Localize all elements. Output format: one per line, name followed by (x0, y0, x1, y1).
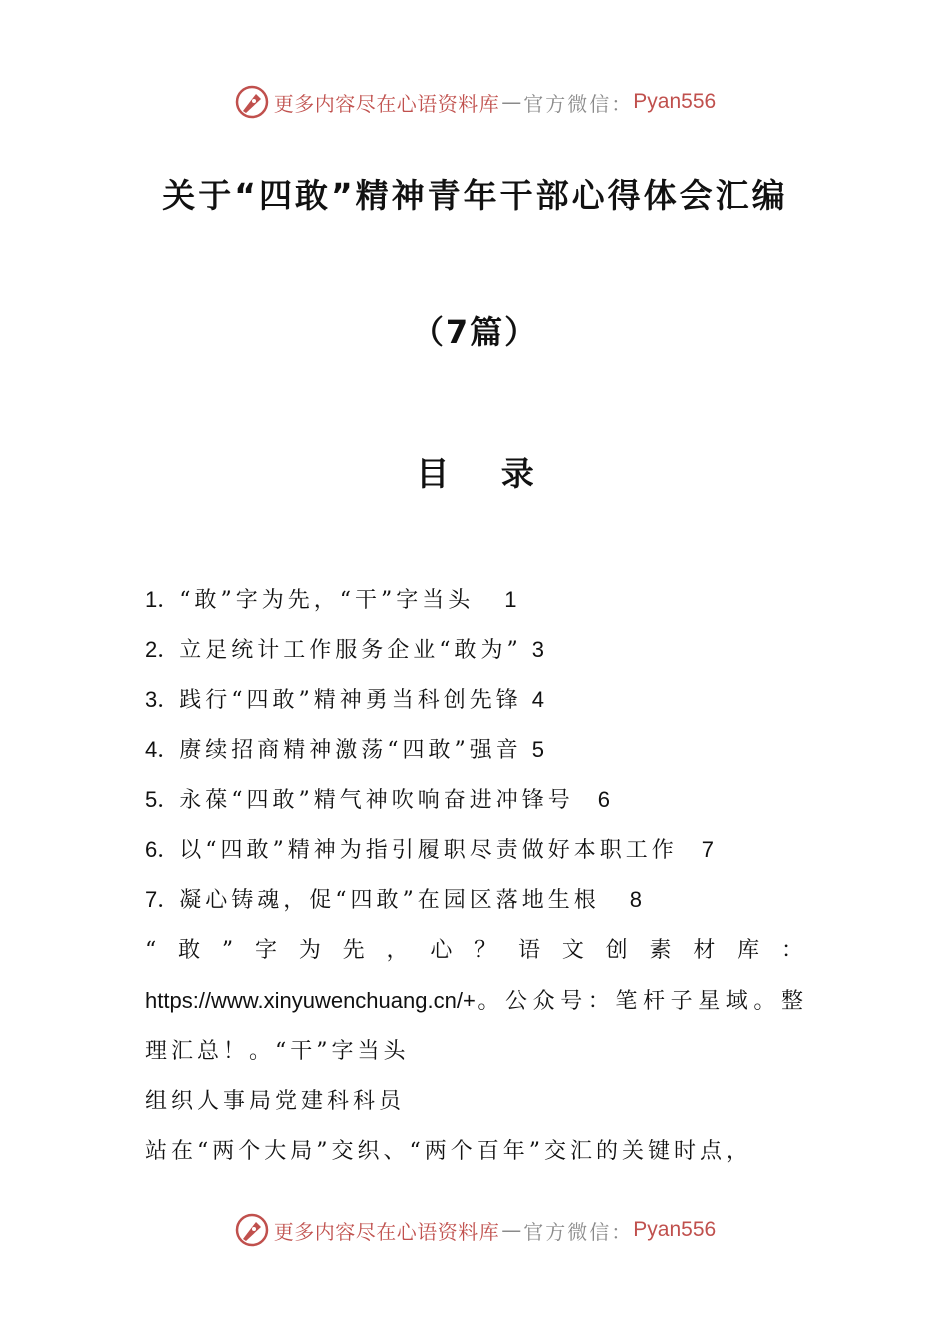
author-line: 组织人事局党建科科员 (145, 1089, 406, 1114)
document-title: 关于“四敢”精神青年干部心得体会汇编 (162, 176, 788, 215)
source-url-link[interactable]: https://www.xinyuwenchuang.cn/+ (145, 988, 476, 1013)
toc-item-number: 5． (145, 787, 180, 812)
banner-main-text: 更多内容尽在心语资料库 (273, 1219, 500, 1244)
toc-item-number: 7． (145, 887, 180, 912)
toc-item[interactable] (145, 878, 810, 928)
watermark-banner-top (0, 82, 950, 122)
toc-item-text: 立足统计工作服务企业“敢为” (179, 638, 522, 663)
para1-lead-text: “敢”字为先，心？语文创素材库： (145, 938, 807, 963)
toc-item-page: 7 (701, 837, 714, 862)
table-of-contents (145, 578, 810, 928)
toc-item-page: 8 (629, 887, 642, 912)
para1-tail-text: 。公众号：笔杆子星域。整理汇总！。“干”字当头 (145, 989, 807, 1064)
pen-nib-icon (234, 1212, 270, 1248)
toc-item-text: “敢”字为先，“干”字当头 (179, 588, 475, 613)
toc-item[interactable] (145, 728, 810, 778)
toc-item-number: 2． (145, 637, 180, 662)
toc-item-text: 赓续招商精神激荡“四敢”强音 (179, 738, 522, 763)
banner-wechat-id: Pyan556 (633, 1218, 717, 1241)
toc-item-text: 凝心铸魂，促“四敢”在园区落地生根 (179, 888, 600, 913)
document-subtitle: （7篇） (411, 313, 539, 351)
toc-item-text: 践行“四敢”精神勇当科创先锋 (179, 688, 522, 713)
banner-wechat-label: 官方微信： (523, 91, 634, 116)
toc-item-number: 3． (145, 687, 180, 712)
toc-item-text: 永葆“四敢”精气神吹响奋进冲锋号 (179, 788, 574, 813)
toc-item[interactable] (145, 628, 810, 678)
document-body (145, 926, 807, 1177)
toc-item-page: 3 (531, 637, 544, 662)
toc-item[interactable] (145, 578, 810, 628)
toc-item[interactable] (145, 778, 810, 828)
toc-item-page: 6 (597, 787, 610, 812)
toc-item[interactable] (145, 828, 810, 878)
banner-dash: — (501, 1218, 522, 1242)
pen-nib-icon (234, 84, 270, 120)
body-paragraph-2: 站在“两个大局”交织、“两个百年”交汇的关键时点， (145, 1139, 752, 1164)
toc-item[interactable] (145, 678, 810, 728)
toc-heading: 目 录 (416, 454, 554, 493)
toc-item-number: 4． (145, 737, 180, 762)
banner-wechat-id: Pyan556 (633, 90, 717, 113)
toc-item-number: 1． (145, 587, 180, 612)
toc-item-number: 6． (145, 837, 180, 862)
toc-item-page: 5 (531, 737, 544, 762)
toc-item-text: 以“四敢”精神为指引履职尽责做好本职工作 (179, 838, 678, 863)
banner-wechat-label: 官方微信： (523, 1219, 634, 1244)
toc-item-page: 1 (504, 587, 517, 612)
watermark-banner-bottom (0, 1210, 950, 1250)
banner-dash: — (501, 90, 522, 114)
banner-main-text: 更多内容尽在心语资料库 (273, 91, 500, 116)
body-paragraph-1 (145, 926, 807, 1077)
toc-item-page: 4 (531, 687, 544, 712)
